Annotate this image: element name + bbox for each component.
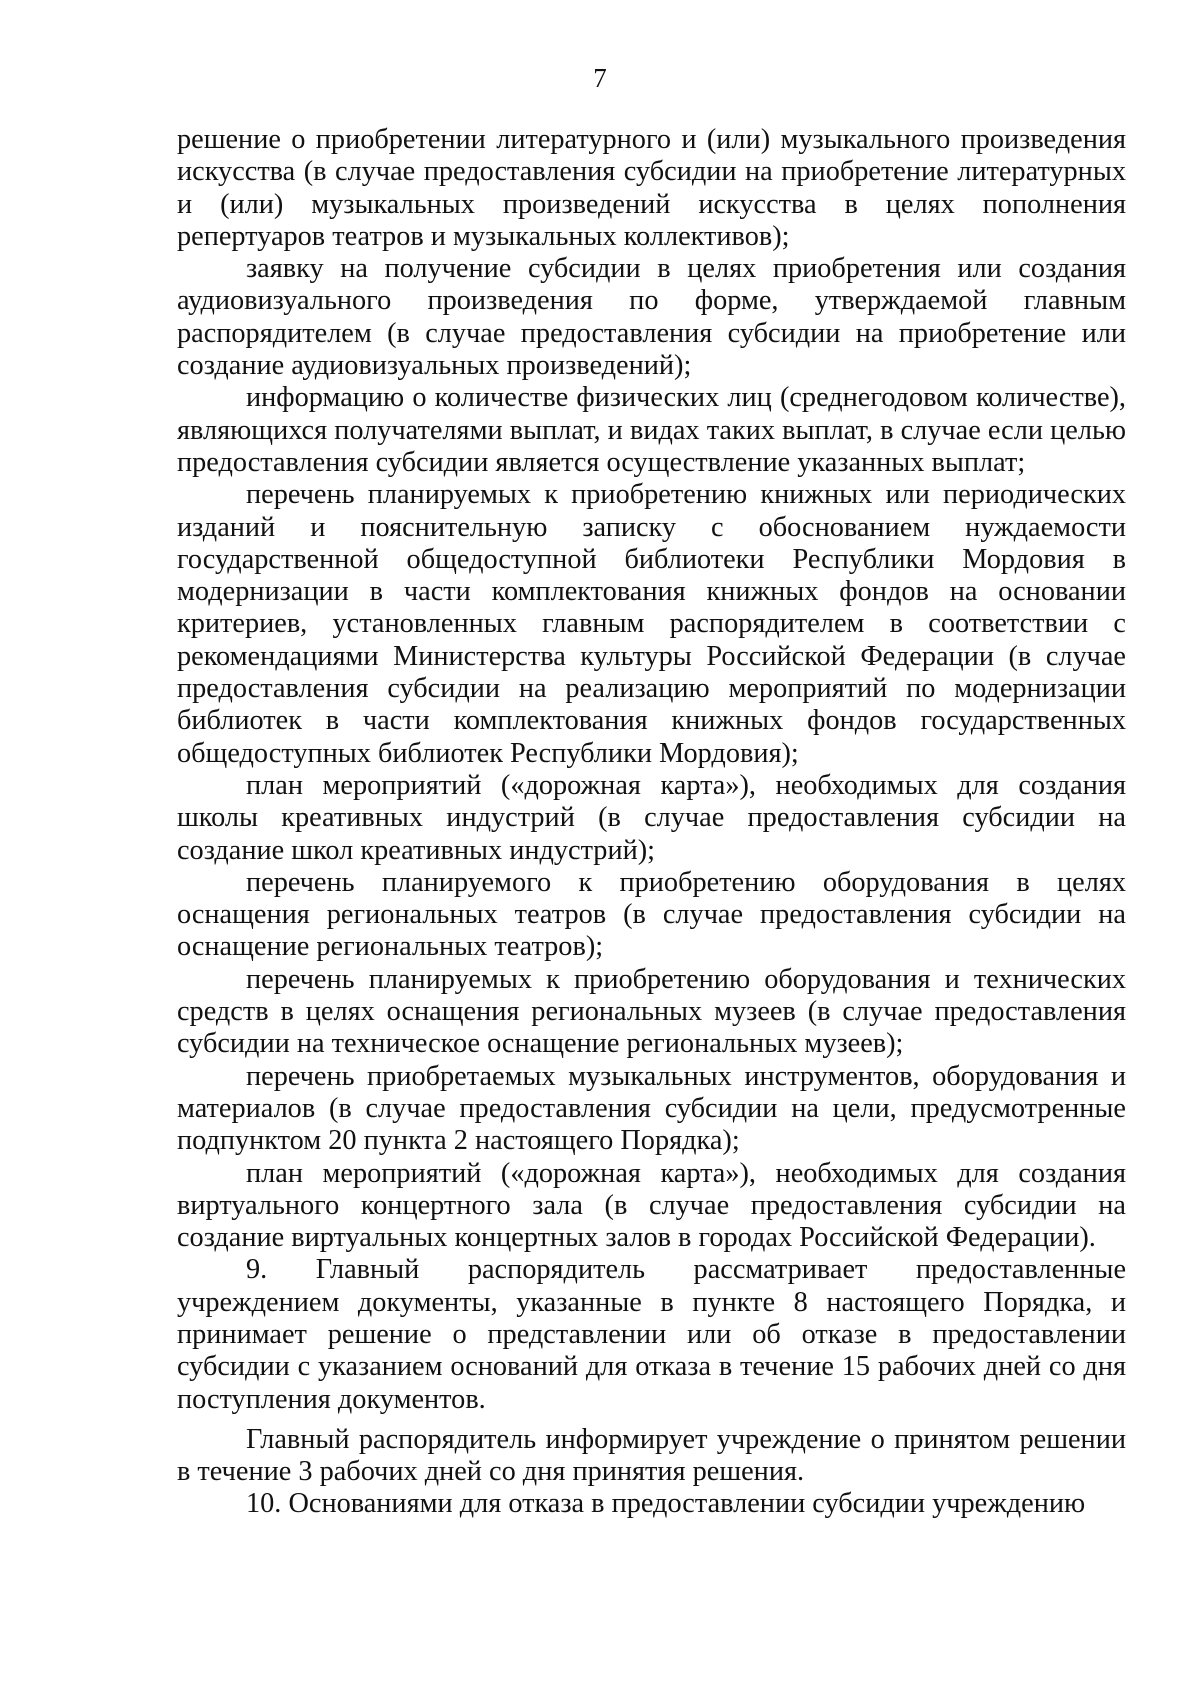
paragraph: план мероприятий («дорожная карта»), необходимых для создания виртуального концертного зала (в случае предоставления субсидии на создание виртуальных концертных залов в городах Российской Федерации). [177,1157,1126,1254]
paragraph-clause-10: 10. Основаниями для отказа в предоставлении субсидии учреждению [246,1488,1086,1520]
paragraph: перечень планируемого к приобретению оборудования в целях оснащения региональных театров (в случае предоставления субсидии на оснащение региональных театров); [177,866,1126,963]
paragraph: перечень планируемых к приобретению книжных или периодических изданий и пояснительную записку с обоснованием нуждаемости государственной общедоступной библиотеки Республики Мордовия в модернизации в части комплектования книжных фондов на основании критериев, установленных главным распорядителем в соответствии с рекомендациями Министерства культуры Российской Федерации (в случае предоставления субсидии на реализацию мероприятий по модернизации библиотек в части комплектования книжных фондов государственных общедоступных библиотек Республики Мордовия); [177,479,1126,769]
document-body [177,124,1126,1521]
paragraph: план мероприятий («дорожная карта»), необходимых для создания школы креативных индустрий (в случае предоставления субсидии на создание школ креативных индустрий); [177,769,1126,866]
paragraph: информацию о количестве физических лиц (среднегодовом количестве), являющихся получателями выплат, и видах таких выплат, в случае если целью предоставления субсидии является осуществление указанных выплат; [177,382,1126,478]
paragraph: перечень планируемых к приобретению оборудования и технических средств в целях оснащения региональных музеев (в случае предоставления субсидии на техническое оснащение региональных музеев); [177,963,1126,1060]
paragraph: решение о приобретении литературного и (или) музыкального произведения искусства (в случае предоставления субсидии на приобретение литературных и (или) музыкальных произведений искусства в целях пополнения репертуаров театров и музыкальных коллективов); [177,124,1126,252]
paragraph: Главный распорядитель информирует учреждение о принятом решении в течение 3 рабочих дней со дня принятия решения. [177,1423,1126,1488]
page-number: 7 [593,63,607,93]
paragraph-clause-9: 9. Главный распорядитель рассматривает предоставленные учреждением документы, указанные в пункте 8 настоящего Порядка, и принимает решение о представлении или об отказе в предоставлении субсидии с указанием оснований для отказа в течение 15 рабочих дней со дня поступления документов. [177,1254,1126,1415]
paragraph: заявку на получение субсидии в целях приобретения или создания аудиовизуального произведения по форме, утверждаемой главным распорядителем (в случае предоставления субсидии на приобретение или создание аудиовизуальных произведений); [177,253,1126,382]
paragraph: перечень приобретаемых музыкальных инструментов, оборудования и материалов (в случае предоставления субсидии на цели, предусмотренные подпунктом 20 пункта 2 настоящего Порядка); [177,1060,1126,1157]
